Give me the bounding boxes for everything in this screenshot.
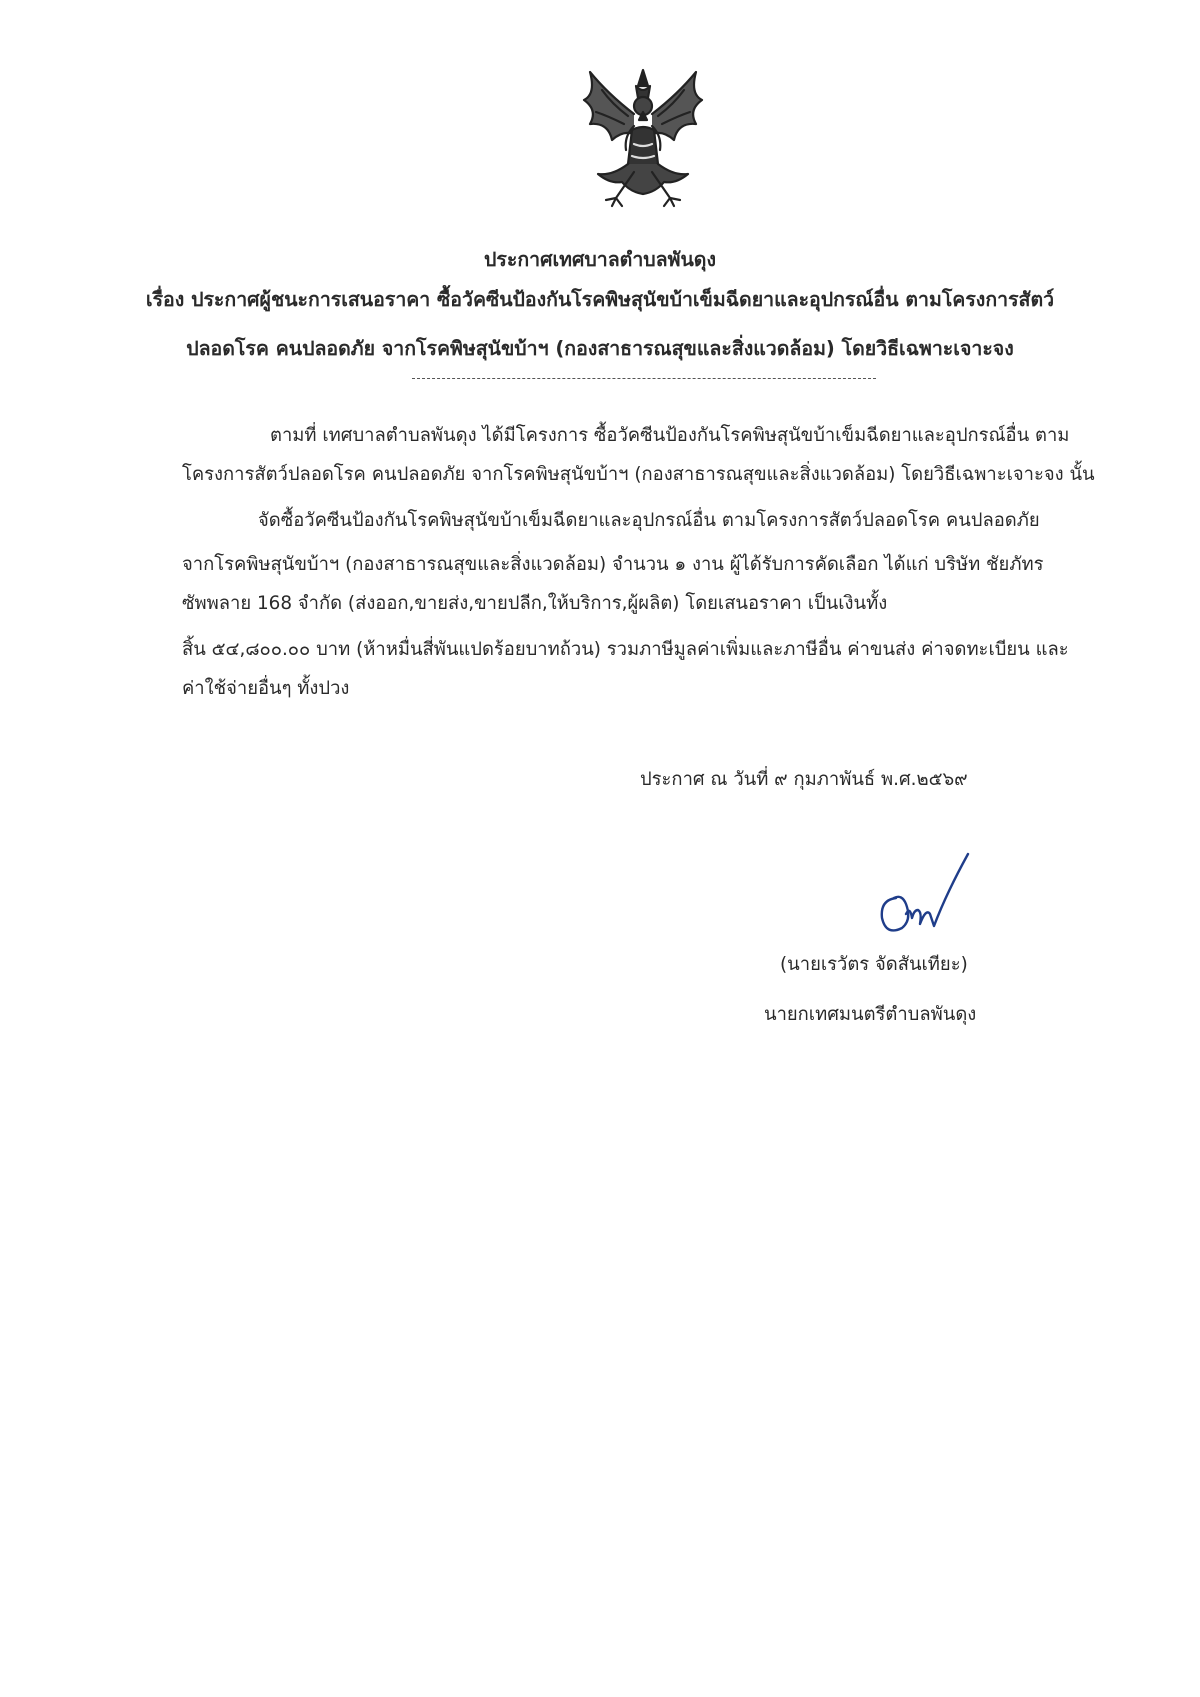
garuda-emblem-icon xyxy=(568,64,718,214)
announcement-date: ประกาศ ณ วันที่ ๙ กุมภาพันธ์ พ.ศ.๒๕๖๙ xyxy=(640,769,968,790)
body-line: จัดซื้อวัคซีนป้องกันโรคพิษสุนัขบ้าเข็มฉีดยาและอุปกรณ์อื่น ตามโครงการสัตว์ปลอดโรค คนปลอดภัย xyxy=(258,510,1040,531)
signer-name: (นายเรวัตร จัดสันเทียะ) xyxy=(780,954,968,975)
subject-line-2: ปลอดโรค คนปลอดภัย จากโรคพิษสุนัขบ้าฯ (กองสาธารณสุขและสิ่งแวดล้อม) โดยวิธีเฉพาะเจาะจง xyxy=(186,337,1014,360)
handwritten-signature-icon xyxy=(872,848,982,938)
body-line: โครงการสัตว์ปลอดโรค คนปลอดภัย จากโรคพิษสุนัขบ้าฯ (กองสาธารณสุขและสิ่งแวดล้อม) โดยวิธีเฉพาะเจาะจง นั้น xyxy=(182,464,1095,485)
body-line: จากโรคพิษสุนัขบ้าฯ (กองสาธารณสุขและสิ่งแวดล้อม) จำนวน ๑ งาน ผู้ได้รับการคัดเลือก ได้แก่ บริษัท ชัยภัทร xyxy=(182,554,1044,575)
body-line: ตามที่ เทศบาลตำบลพันดุง ได้มีโครงการ ซื้อวัคซีนป้องกันโรคพิษสุนัขบ้าเข็มฉีดยาและอุปกรณ์อื่น ตาม xyxy=(270,425,1070,446)
body-line: ซัพพลาย 168 จำกัด (ส่งออก,ขายส่ง,ขายปลีก,ให้บริการ,ผู้ผลิต) โดยเสนอราคา เป็นเงินทั้ง xyxy=(182,593,888,614)
body-line: ค่าใช้จ่ายอื่นๆ ทั้งปวง xyxy=(182,678,350,699)
signer-title: นายกเทศมนตรีตำบลพันดุง xyxy=(764,1004,977,1025)
dashed-divider xyxy=(412,378,876,379)
announcement-heading: ประกาศเทศบาลตำบลพันดุง xyxy=(484,248,716,271)
subject-line-1: เรื่อง ประกาศผู้ชนะการเสนอราคา ซื้อวัคซีนป้องกันโรคพิษสุนัขบ้าเข็มฉีดยาและอุปกรณ์อื่น ตามโครงการสัตว์ xyxy=(145,288,1055,311)
body-line: สิ้น ๕๔,๘๐๐.๐๐ บาท (ห้าหมื่นสี่พันแปดร้อยบาทถ้วน) รวมภาษีมูลค่าเพิ่มและภาษีอื่น ค่าขนส่ง ค่าจดทะเบียน และ xyxy=(182,639,1069,660)
